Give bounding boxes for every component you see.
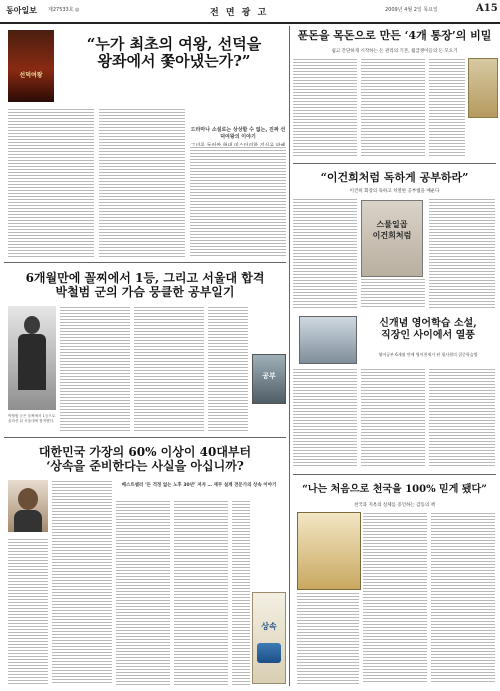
body-text xyxy=(60,306,130,432)
column-divider xyxy=(289,26,290,686)
section-divider xyxy=(293,474,496,475)
body-text xyxy=(134,306,204,432)
headline-heaven: “나는 처음으로 천국을 100% 믿게 됐다” xyxy=(302,484,487,495)
article-english-novel xyxy=(293,312,496,472)
headline-line-1: “누가 최초의 여왕, 선덕을 xyxy=(86,35,262,53)
subhead-line-1: 드라마나 소설로는 상상할 수 없는, 진짜 선덕여왕의 이야기 xyxy=(190,127,286,140)
body-text xyxy=(174,500,228,685)
article-park-cheolbeom xyxy=(4,266,286,434)
body-text xyxy=(232,500,250,685)
body-text xyxy=(190,146,286,258)
body-text xyxy=(99,108,185,258)
book-cover-title xyxy=(366,219,418,241)
headline-inheritance xyxy=(4,446,286,474)
photo-park xyxy=(8,306,56,410)
issue-number: 제27533호 ◎ xyxy=(48,7,80,13)
person-head-icon xyxy=(18,488,38,510)
publication-date: 2009년 4월 2일 목요일 xyxy=(385,7,438,13)
book-cover-inheritance xyxy=(252,592,286,684)
book-cover-heaven xyxy=(297,512,361,590)
article-four-accounts xyxy=(293,26,496,161)
person-head-icon xyxy=(24,316,40,334)
body-text xyxy=(293,58,357,158)
body-text xyxy=(8,108,94,258)
book-cover-four-accounts xyxy=(468,58,498,118)
body-text xyxy=(116,500,170,685)
headline-line-2: 직장인 사이에서 열풍 xyxy=(381,329,475,341)
body-text xyxy=(429,368,495,468)
book-cover-title: 공부 xyxy=(262,371,276,380)
photo-author xyxy=(8,480,48,532)
subhead-four-accounts: 쉽고 간단하게 시작하는 돈 관리의 기본, 월급쟁이들의 돈 모으기 xyxy=(331,49,458,54)
headline-english xyxy=(363,318,493,341)
body-text xyxy=(363,512,427,684)
article-lee-kunhee xyxy=(293,166,496,311)
book-title-line-1: 스물일곱 xyxy=(376,220,408,229)
body-text xyxy=(208,306,248,432)
body-text xyxy=(431,512,495,684)
book-cover-study xyxy=(252,354,286,404)
body-text xyxy=(361,278,425,308)
book-title-line-2: 이건희처럼 xyxy=(372,231,412,240)
book-cover-seondeok xyxy=(8,30,54,102)
headline-seondeok xyxy=(64,36,284,71)
body-text xyxy=(297,592,359,684)
headline-line-1: 6개월만에 꼴찌에서 1등, 그리고 서울대 합격 xyxy=(25,271,265,285)
book-cover-title: 상속 xyxy=(261,621,277,631)
section-title: 전 면 광 고 xyxy=(210,8,269,18)
subhead-heaven: 천국과 지옥의 실체를 증언하는 감동의 책 xyxy=(353,503,436,508)
headline-park xyxy=(4,272,286,300)
article-heaven xyxy=(293,478,496,688)
person-body-icon xyxy=(18,334,46,390)
section-divider xyxy=(293,163,496,164)
headline-line-2: ‘상속을 준비한다는 사실을 아십니까? xyxy=(46,458,244,473)
headline-line-1: 신개념 영어학습 소설, xyxy=(379,318,477,329)
page-number: A15 xyxy=(476,3,498,14)
body-text xyxy=(8,538,48,685)
subhead-lee-kunhee: 이건희 회장의 독하고 치열한 공부법을 배운다 xyxy=(349,189,440,194)
book-cover-art xyxy=(257,643,281,663)
body-text xyxy=(52,480,112,685)
body-text xyxy=(429,198,495,308)
subhead-inheritance: 베스트셀러 ‘돈 걱정 없는 노후 30년’ 저자 … 재무 설계 전문가의 상속 이야기 xyxy=(121,483,277,488)
body-text xyxy=(429,58,465,158)
body-text xyxy=(361,58,425,158)
newspaper-header xyxy=(0,0,500,24)
article-queen-seondeok xyxy=(4,26,286,261)
headline-line-2: 박철범 군의 가슴 뭉클한 공부일기 xyxy=(55,284,235,299)
book-cover-english xyxy=(299,316,357,364)
section-divider xyxy=(4,437,286,438)
body-text xyxy=(293,198,357,308)
book-cover-title: 선덕여왕 xyxy=(19,72,43,79)
section-divider xyxy=(4,262,286,263)
article-inheritance xyxy=(4,442,286,688)
subhead-english: 영어공부 6개월 만에 영어천재가 된 평사원의 집중학습법 xyxy=(378,352,478,357)
headline-line-2: 왕좌에서 쫓아냈는가?” xyxy=(97,52,251,71)
book-cover-lee-kunhee xyxy=(361,200,423,277)
body-text xyxy=(361,368,425,468)
headline-line-1: 대한민국 가장의 60% 이상이 40대부터 xyxy=(38,445,252,459)
headline-lee-kunhee: “이건희처럼 독하게 공부하라” xyxy=(320,171,469,184)
body-text xyxy=(293,368,357,468)
headline-four-accounts: 푼돈을 목돈으로 만든 ‘4개 통장’의 비밀 xyxy=(297,29,492,42)
photo-caption: 박철범 군은 꼴찌에서 1등으로 올라선 뒤 서울대에 합격했다. xyxy=(8,414,56,423)
person-body-icon xyxy=(14,510,42,532)
newspaper-logo: 동아일보 xyxy=(6,6,37,15)
